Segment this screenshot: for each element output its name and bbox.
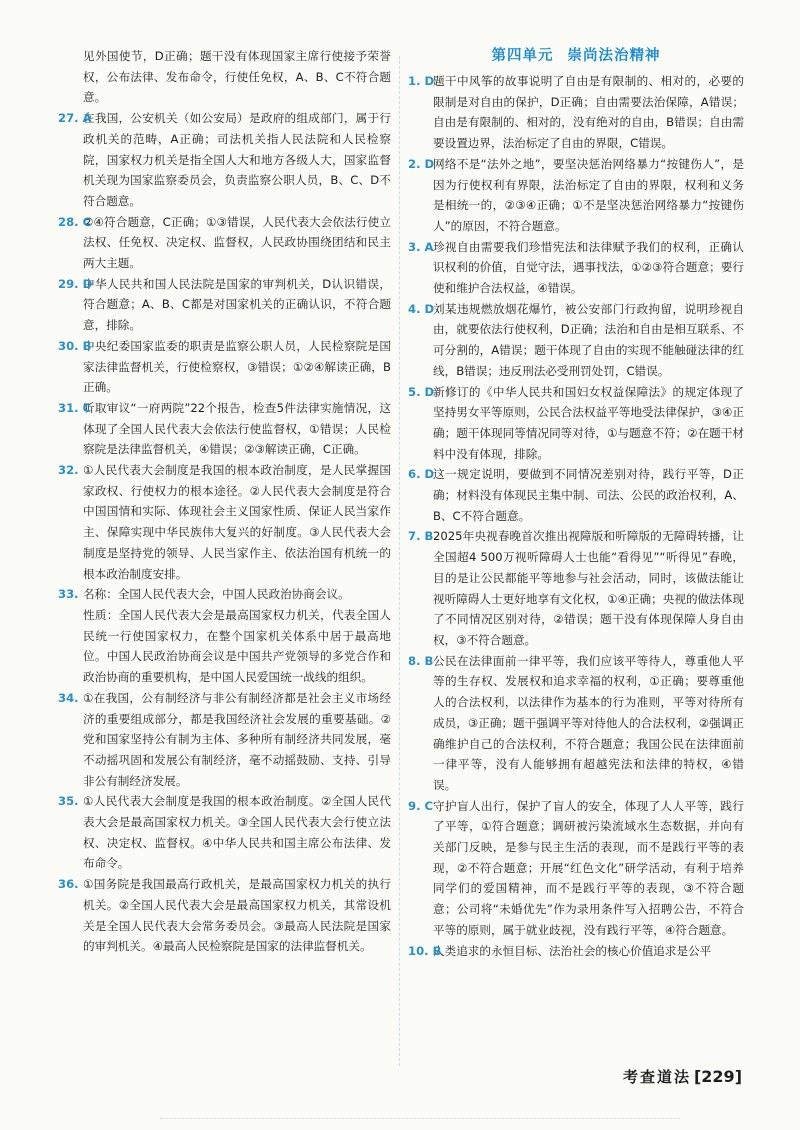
section-unit: 第四单元 <box>491 48 554 64</box>
answer-text: 公民在法律面前一律平等，我们应该平等待人，尊重他人平等的生存权、发展权和追求幸福的权利，①正确；要尊重他人的合法权利，以法律作为基本的行为准则，平等对待所有成员，③正确；题干强调平等对待他人的合法权利，②强调正确维护自己的合法权利，不符合题意；我国公民在法律面前一律平等，没有人能够拥有超越宪法和法律的特权，④错误。 <box>433 653 744 792</box>
answer-number: 10. B <box>408 943 442 958</box>
answer-item <box>408 651 744 796</box>
answer-text: 2025年央视春晚首次推出视障版和听障版的无障碍转播，让全国超4 500万视听障碍人士也能“看得见”“听得见”春晚，目的是让公民都能平等地参与社会活动，同时，该做法能让视听障碍人士更好地享有文化权，①④正确；央视的做法体现了不同情况区别对待，②错误；题干没有体现保障人身自由权，③不符合题意。 <box>433 529 744 647</box>
answer-number: 6. D <box>408 467 435 482</box>
answer-number: 9. C <box>408 798 434 813</box>
answer-number: 32. <box>58 463 79 478</box>
answer-text: ②④符合题意，C正确；①③错误，人民代表大会依法行使立法权、任免权、决定权、监督权，人民政协围绕团结和民主两大主题。 <box>83 214 391 271</box>
answer-number: 28. C <box>58 214 92 229</box>
column-divider <box>399 56 400 1066</box>
answer-item <box>408 154 744 237</box>
answer-text: 在我国，公安机关（如公安局）是政府的组成部门，属于行政机关的范畴，A正确；司法机关指人民法院和人民检察院，国家权力机关是指全国人大和地方各级人大，国家监督机关现为国家监察委员会，负责监察公职人员，B、C、D不符合题意。 <box>83 111 391 208</box>
answer-item <box>58 398 391 460</box>
answer-item <box>408 796 744 941</box>
page-number-value: 229 <box>701 1067 735 1086</box>
right-column <box>408 46 744 961</box>
answer-item <box>58 874 391 957</box>
answer-text: 网络不是“法外之地”，要坚决惩治网络暴力“按键伤人”，是因为行使权利有界限，法治标定了自由的界限，权利和义务是相统一的，②③④正确；①不是坚决惩治网络暴力“按键伤人”的原因，不符合题意。 <box>433 156 744 233</box>
answer-number: 5. D <box>408 384 435 399</box>
left-column <box>58 46 391 957</box>
answer-text: ①国务院是我国最高行政机关，是最高国家权力机关的执行机关。②全国人民代表大会是最高国家权力机关，其常设机关是全国人民代表大会常务委员会。③最高人民法院是国家的审判机关。④最高人民检察院是国家的法律监督机关。 <box>83 877 391 954</box>
page-number: [229] <box>693 1067 742 1086</box>
answer-item <box>408 237 744 299</box>
answer-text: 性质：全国人民代表大会是最高国家权力机关，代表全国人民统一行使国家权力，在整个国家机关体系中居于最高地位。中国人民政治协商会议是中国共产党领导的多党合作和政治协商的重要机构，是中国人民爱国统一战线的组织。 <box>83 607 391 685</box>
answer-number: 31. C <box>58 400 92 415</box>
answer-item <box>408 71 744 154</box>
answer-text: 中华人民共和国人民法院是国家的审判机关，D认识错误，符合题意；A、B、C都是对国家机关的正确认识，不符合题意，排除。 <box>83 276 391 333</box>
answer-number: 27. A <box>58 111 92 126</box>
answer-number: 30. B <box>58 338 92 353</box>
answer-number: 33. <box>58 587 79 602</box>
answer-text: 新修订的《中华人民共和国妇女权益保障法》的规定体现了坚持男女平等原则，公民合法权益平等地受法律保护，③④正确；题干体现同等情况同等对待，①与题意不符；②在题干材料中没有体现，排除。 <box>433 384 744 461</box>
answer-text: 听取审议“一府两院”22个报告，检查5件法律实施情况，这体现了全国人民代表大会依法行使监督权，①错误；人民检察院是法律监督机关，④错误；②③解读正确，C正确。 <box>83 400 391 457</box>
answer-text: 名称：全国人民代表大会，中国人民政治协商会议。 <box>83 587 350 602</box>
answer-item <box>58 688 391 792</box>
answer-item <box>58 274 391 336</box>
answer-number: 7. B <box>408 529 434 544</box>
answer-item <box>408 526 744 650</box>
answer-text: 见外国使节，D正确；题干没有体现国家主席行使接予荣誉权，公布法律、发布命令，行使任免权，A、B、C不符合题意。 <box>83 49 391 105</box>
answer-text: ①人民代表大会制度是我国的根本政治制度，是人民掌握国家政权、行使权力的根本途径。②人民代表大会制度是符合中国国情和实际、体现社会主义国家性质、保证人民当家作主、保障实现中华民族伟大复兴的好制度。③人民代表大会制度是坚持党的领导、人民当家作主、依法治国有机统一的根本政治制度安排。 <box>83 463 391 581</box>
answer-number: 4. D <box>408 301 435 316</box>
answer-text: 珍视自由需要我们珍惜宪法和法律赋予我们的权利，正确认识权利的价值，自觉守法，遇事找法，①②③符合题意；要行使和维护合法权益，④错误。 <box>433 239 744 296</box>
answer-text: 人类追求的永恒目标、法治社会的核心价值追求是公平 <box>433 943 712 958</box>
answer-text: 刘某违规燃放烟花爆竹，被公安部门行政拘留，说明珍视自由，就要依法行使权利，D正确；法治和自由是相互联系、不可分割的，A错误；题干体现了自由的实现不能触碰法律的红线，B错误；违反刑法必受刑罚处罚，C错误。 <box>433 301 744 378</box>
section-title-text: 崇尚法治精神 <box>567 48 661 64</box>
answer-text: 这一规定说明，要做到不同情况差别对待，践行平等，D正确；材料没有体现民主集中制、司法、公民的政治权利，A、B、C不符合题意。 <box>433 467 744 523</box>
answer-item <box>408 382 744 465</box>
answer-item <box>58 460 391 584</box>
answer-text: ①在我国，公有制经济与非公有制经济都是社会主义市场经济的重要组成部分，都是我国经济社会发展的重要基础。②党和国家坚持公有制为主体、多种所有制经济共同发展，毫不动摇巩固和发展公有制经济，毫不动摇鼓励、支持、引导非公有制经济发展。 <box>83 690 391 788</box>
answer-text: 守护盲人出行，保护了盲人的安全，体现了人人平等，践行了平等，①符合题意；调研被污染流域水生态数据，并向有关部门反映，是参与民主生活的表现，而不是践行平等的表现，②不符合题意；开展“红色文化”研学活动，有利于培养同学们的爱国精神，而不是践行平等的表现，③不符合题意；公司将“未婚优先”作为录用条件写入招聘公告，不符合平等的原则，属于就业歧视，没有践行平等，④符合题意。 <box>433 798 744 937</box>
answer-item <box>408 299 744 382</box>
answer-number: 35. <box>58 794 79 809</box>
answer-number: 1. D <box>408 74 435 88</box>
answer-item <box>58 108 391 212</box>
answer-item <box>58 791 391 874</box>
answer-item <box>58 336 391 398</box>
answer-item <box>408 941 744 962</box>
answer-text: 题干中风筝的故事说明了自由是有限制的、相对的，必要的限制是对自由的保护，D正确；自由需要法治保障，A错误；自由是有限制的、相对的，没有绝对的自由，B错误；自由需要设置边界，法治标定了自由的界限，C错误。 <box>433 74 744 151</box>
right-items <box>408 71 744 961</box>
section-title <box>408 46 744 71</box>
bottom-rule <box>160 1118 680 1122</box>
answer-number: 3. A <box>408 239 434 254</box>
answer-text: ①人民代表大会制度是我国的根本政治制度。②全国人民代表大会是最高国家权力机关。③全国人民代表大会行使立法权、决定权、监督权。④中华人民共和国主席公布法律、发布命令。 <box>83 794 391 871</box>
footer-label: 考查道法 <box>622 1068 691 1086</box>
answer-item <box>408 464 744 526</box>
answer-item <box>58 212 391 274</box>
answer-item <box>58 584 391 688</box>
answer-number: 2. D <box>408 156 435 171</box>
page-footer <box>623 1066 742 1087</box>
answer-number: 29. D <box>58 276 93 291</box>
answer-item <box>58 46 391 108</box>
answer-number: 36. <box>58 877 79 892</box>
answer-number: 8. B <box>408 653 434 668</box>
answer-text: 中央纪委国家监委的职责是监察公职人员，人民检察院是国家法律监督机关，行使检察权，③错误；①②④解读正确，B正确。 <box>83 338 391 395</box>
answer-number: 34. <box>58 690 79 705</box>
